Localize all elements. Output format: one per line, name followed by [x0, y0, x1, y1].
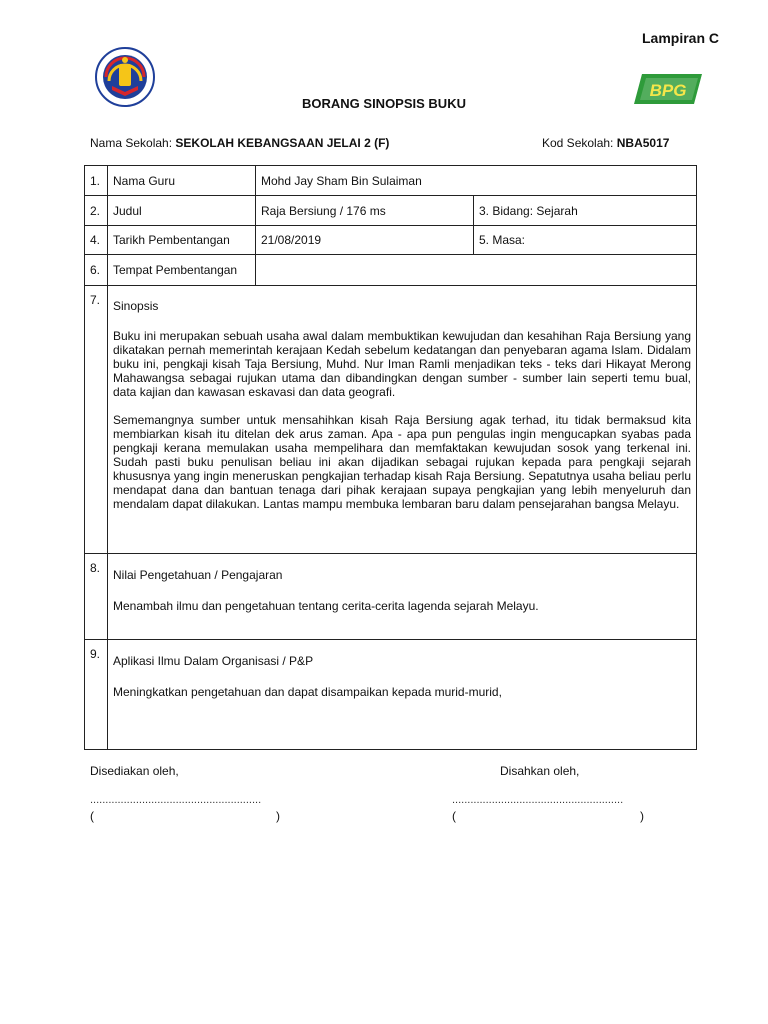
row-number: 9.: [85, 640, 108, 750]
approved-name-close-paren: ): [640, 809, 644, 823]
approved-name-open-paren: (: [452, 809, 456, 823]
synopsis-section: [108, 286, 697, 554]
school-name-value: SEKOLAH KEBANGSAAN JELAI 2 (F): [175, 136, 390, 150]
application-heading: Aplikasi Ilmu Dalam Organisasi / P&P: [113, 654, 314, 668]
field-label: Judul: [108, 196, 256, 226]
school-code-value: NBA5017: [616, 136, 670, 150]
teacher-name-value: Mohd Jay Sham Bin Sulaiman: [256, 166, 697, 196]
lampiran-label: Lampiran C: [642, 30, 720, 46]
value-heading: Nilai Pengetahuan / Pengajaran: [113, 568, 283, 582]
field-label: Tarikh Pembentangan: [108, 226, 256, 255]
field-bidang: 3. Bidang: Sejarah: [474, 196, 697, 226]
approved-by-label: Disahkan oleh,: [500, 764, 580, 778]
application-text: Meningkatkan pengetahuan dan dapat disampaikan kepada murid-murid,: [113, 685, 502, 699]
synopsis-form-table: [84, 165, 697, 750]
presentation-date-value: 21/08/2019: [256, 226, 474, 255]
school-name-label: Nama Sekolah:: [90, 136, 173, 150]
approved-signature-line: ........................................................: [452, 794, 624, 806]
bpg-logo-text: BPG: [649, 81, 687, 100]
presentation-place-value: [256, 255, 697, 286]
table-row: [85, 286, 697, 554]
row-number: 4.: [85, 226, 108, 255]
synopsis-heading: Sinopsis: [113, 299, 159, 313]
application-section: [108, 640, 697, 750]
table-row: [85, 166, 697, 196]
prepared-name-close-paren: ): [276, 809, 280, 823]
school-name-row: [90, 136, 389, 150]
table-row: [85, 196, 697, 226]
row-number: 6.: [85, 255, 108, 286]
synopsis-paragraph-2: Sememangnya sumber untuk mensahihkan kisah Raja Bersiung agak terhad, itu tidak bermaksud kita membiarkan kisah itu ditelan dek arus zaman. Apa - apa pun pengulas ingin mengucapkan syabas pada pengkaji kerana memulakan usaha mempelihara dan memfaktakan kewujudan sosok yang terkenal ini. Sudah pasti buku penulisan beliau ini akan dijadikan sebagai rujukan kepada para pengkaji sejarah khususnya yang ingin meneruskan pengkajian terhadap kisah Raja Bersiung. Sepatutnya usaha beliau perlu mendapat dana dan bantuan tenaga dari pihak kerajaan supaya pengkajian yang lebih menyeluruh dan mendalam dapat dilakukan. Lantas mampu membuka lembaran baru dalam pensejarahan bangsa Melayu.: [113, 413, 691, 511]
prepared-signature-line: ........................................................: [90, 794, 262, 806]
table-row: [85, 554, 697, 640]
row-number: 8.: [85, 554, 108, 640]
value-section: [108, 554, 697, 640]
school-code-label: Kod Sekolah:: [542, 136, 614, 150]
table-row: [85, 255, 697, 286]
synopsis-paragraph-1: Buku ini merupakan sebuah usaha awal dalam membuktikan kewujudan dan kesahihan Raja Bersiung yang dikatakan pernah memerintah kerajaan Kedah sebelum kedatangan dan penyebaran agama Islam. Didalam buku ini, pengkaji kisah Taja Bersiung, Muhd. Nur Iman Ramli menjadikan teks - teks dari Hikayat Merong Mahawangsa sebagai rujukan utama dan dibandingkan dengan sumber - sumber lain seperti temu bual, data kajian dan kawasan eskavasi dan data geografi.: [113, 329, 691, 399]
row-number: 2.: [85, 196, 108, 226]
row-number: 1.: [85, 166, 108, 196]
form-title: BORANG SINOPSIS BUKU: [302, 96, 466, 111]
field-masa: 5. Masa:: [474, 226, 697, 255]
table-row: [85, 640, 697, 750]
table-row: [85, 226, 697, 255]
field-label: Tempat Pembentangan: [108, 255, 256, 286]
value-text: Menambah ilmu dan pengetahuan tentang cerita-cerita lagenda sejarah Melayu.: [113, 599, 539, 613]
prepared-name-open-paren: (: [90, 809, 94, 823]
field-label: Nama Guru: [108, 166, 256, 196]
prepared-by-label: Disediakan oleh,: [90, 764, 179, 778]
row-number: 7.: [85, 286, 108, 554]
school-code-row: [542, 136, 669, 150]
book-title-value: Raja Bersiung / 176 ms: [256, 196, 474, 226]
